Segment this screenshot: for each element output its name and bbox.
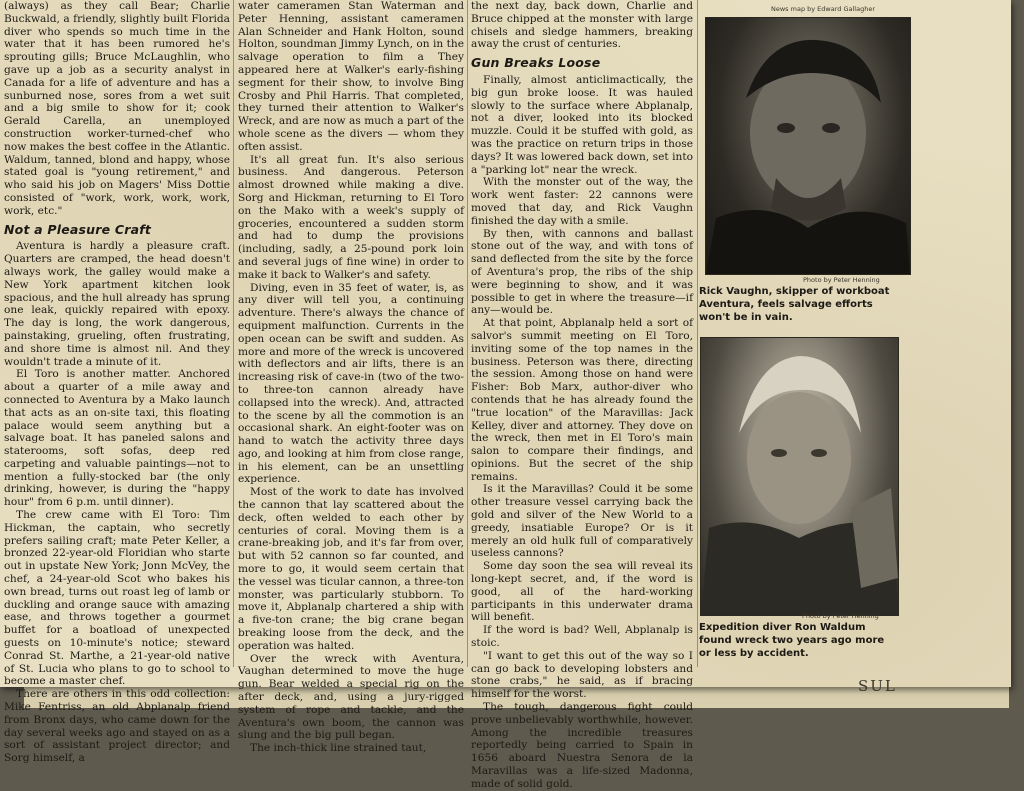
paragraph: Is it the Maravillas? Could it be some other treasure vessel carrying back the gold and silver of the New World to a greedy, insatiable Europe? Or is it merely an old hulk full of comparatively useless cannons? — [471, 483, 693, 560]
paragraph: El Toro is another matter. Anchored about a quarter of a mile away and connected to Aventura by a Mako launch that acts as an on-site taxi, this floating palace would seem anything but a salvage boat. It has paneled salons and staterooms, soft sofas, deep red carpeting and valuable paintings—not to mention a fully-stocked bar (the only drinking, however, is during the "happy hour" from 6 p.m. until dinner). — [4, 368, 230, 509]
paragraph: water cameramen Stan Waterman and Peter Henning, assistant cameramen Alan Schneider and Hank Holton, sound Holton, soundman Jimmy Lynch, on in the salvage operation to film a They appeared here at Walker's early-fishing segment for their show, to involve Bing Crosby and Phil Harris. That completed, they turned their attention to Walker's Wreck, and are now as much a part of the whole scene as the divers — whom they often assist. — [238, 0, 464, 153]
subheading: Not a Pleasure Craft — [4, 221, 152, 237]
paragraph: By then, with cannons and ballast stone out of the way, and with tons of sand deflected from the site by the force of Aventura's prop, the ribs of the ship were beginning to show, and it was possible to get in where the treasure—if any—would be. — [471, 227, 693, 317]
column-rule — [233, 0, 234, 667]
paragraph: With the monster out of the way, the work went faster: 22 cannons were moved that day, and Rick Vaughn finished the day with a smile. — [471, 176, 693, 227]
paragraph: Most of the work to date has involved the cannon that lay scattered about the deck, often welded to each other by centuries of coral. Moving them is a crane-breaking job, and it's far from over, but with 52 cannon so far counted, and more to go, it would seem certain that the vessel was ticular cannon, a three-ton monster, was particularly stubborn. To move it, Abplanalp chartered a ship with a five-ton crane; the big crane began breaking loose from the deck, and the operation was halted. — [238, 486, 464, 652]
paragraph: If the word is bad? Well, Abplanalp is stoic. — [471, 624, 693, 650]
paragraph: Aventura is hardly a pleasure craft. Quarters are cramped, the head doesn't always work, the galley would make a New York apartment kitchen look spacious, and the hull already has sprung one leak, quickly repaired with epoxy. The day is long, the work dangerous, painstaking, grueling, often frustrating, and shore time is almost nil. And they wouldn't trade a minute of it. — [4, 240, 230, 368]
paragraph: Finally, almost anticlimactically, the big gun broke loose. It was hauled slowly to the surface where Abplanalp, not a diver, looked into its blocked muzzle. Could it be stuffed with gold, as was the practice on return trips in those days? It was lowered back down, set into a "parking lot" near the wreck. — [471, 73, 693, 176]
paragraph: The crew came with El Toro: Tim Hickman, the captain, who secretly prefers sailing craft; mate Peter Keller, a bronzed 22-year-old Floridian who starte out in upstate New York; Jonn McVey, the chef, a 24-year-old Scot who bakes his own bread, turns out roast leg of lamb or duckling and orange sauce with amazing ease, and throws together a gourmet buffet for a boatload of unexpected guests on 10-minute's notice; steward Conrad St. Marthe, a 21-year-old native of St. Lucia who plans to go to school to become a master chef. — [4, 509, 230, 688]
photo-ron-waldum — [700, 337, 899, 616]
article-column-1 — [4, 0, 230, 765]
paragraph: There are others in this odd collection: Mike Fentriss, an old Abplanalp friend from Bronx days, who came down for the day several weeks ago and stayed on as a sort of assistant project director; and Sorg himself, a — [4, 688, 230, 765]
paragraph: The inch-thick line strained taut, — [250, 742, 427, 755]
photo-caption: Rick Vaughn, skipper of workboat Aventura, feels salvage efforts won't be in vain. — [699, 286, 890, 323]
paragraph: It's all great fun. It's also serious business. And dangerous. Peterson almost drowned while making a dive. Sorg and Hickman, returning to El Toro on the Mako with a week's supply of groceries, encountered a sudden storm and had to dump the provisions (including, sadly, a 25-pound pork loin and several jugs of fine wine) in order to make it back to Walker's and safety. — [238, 153, 464, 281]
paragraph: (always) as they call Bear; Charlie Buckwald, a friendly, slightly built Florida diver who spends so much time in the water that it has been rumored he's sprouting gills; Bruce McLaughlin, who gave up a job as a security analyst in Canada for a life of adventure and has a sunburned nose, sores from a wet suit and a big smile to show for it; cook Gerald Carella, an unemployed construction worker-turned-chef who now makes the best coffee in the Atlantic. Waldum, tanned, blond and happy, whose stated goal is "young retirement," and who said his job on Magers' Miss Dottie consisted of "work, work, work, work, work, etc." — [4, 0, 230, 217]
paragraph: Diving, even in 35 feet of water, is, as any diver will tell you, a continuing adventure. There's always the chance of equipment malfunction. Currents in the open ocean can be swift and sudden. As more and more of the wreck is uncovered with deflectors and air lifts, there is an increasing risk of cave-in (two of the two-to three-ton cannon already have collapsed into the wreck). And, attracted to the scene by all the commotion is an occasional shark. An eight-footer was on hand to watch the activity three days ago, and looking at him from close range, in his element, can be an unsettling experience. — [238, 281, 464, 486]
paragraph: At that point, Abplanalp held a sort of salvor's summit meeting on El Toro, inviting some of the top names in the business. Peterson was there, directing the session. Among those on hand were Fisher: Bob Marx, author-diver who contends that he has already found the "true location" of the Maravillas: Jack Kelley, diver and attorney. They dove on the wreck, then met in El Toro's main salon to compare their findings, and opinions. But the secret of the ship remains. — [471, 317, 693, 483]
column-rule — [467, 0, 468, 667]
article-column-3 — [471, 0, 693, 790]
paragraph: the next day, back down, Charlie and Bruce chipped at the monster with large chisels and sledge hammers, breaking away the crust of centuries. — [471, 0, 693, 51]
page-edge-text: SUL — [858, 677, 897, 695]
photo-rick-vaughn — [705, 17, 911, 275]
paragraph: Over the wreck with Aventura, Vaughan determined to move the huge gun. Bear welded a special rig on the after deck, and, using a jury-rigged system of rope and tackle, and the Aventura's own boom, the cannon was slung and the big pull began. — [238, 652, 464, 742]
paragraph: Some day soon the sea will reveal its long-kept secret, and, if the word is good, all of the hard-working participants in this underwater drama will benefit. — [471, 560, 693, 624]
paragraph: "I want to get this out of the way so I can go back to developing lobsters and stone crabs," he said, as if bracing himself for the worst. — [471, 649, 693, 701]
subheading: Gun Breaks Loose — [471, 55, 601, 71]
article-column-2 — [238, 0, 464, 755]
photo-caption: Expedition diver Ron Waldum found wreck two years ago more or less by accident. — [699, 622, 885, 659]
portrait-icon — [701, 338, 898, 615]
map-credit: News map by Edward Gallagher — [771, 5, 875, 13]
paragraph: The tough, dangerous fight could prove unbelievably worthwhile, however. Among the incredible treasures reportedly being carried to Spain in 1656 aboard Nuestra Senora de la Maravillas was a life-sized Madonna, made of solid gold. — [471, 701, 693, 790]
photo-credit: Photo by Peter Henning — [803, 276, 880, 284]
photo-credit: Photo by Peter Henning — [802, 612, 879, 620]
column-rule — [697, 0, 698, 667]
portrait-icon — [706, 18, 910, 274]
